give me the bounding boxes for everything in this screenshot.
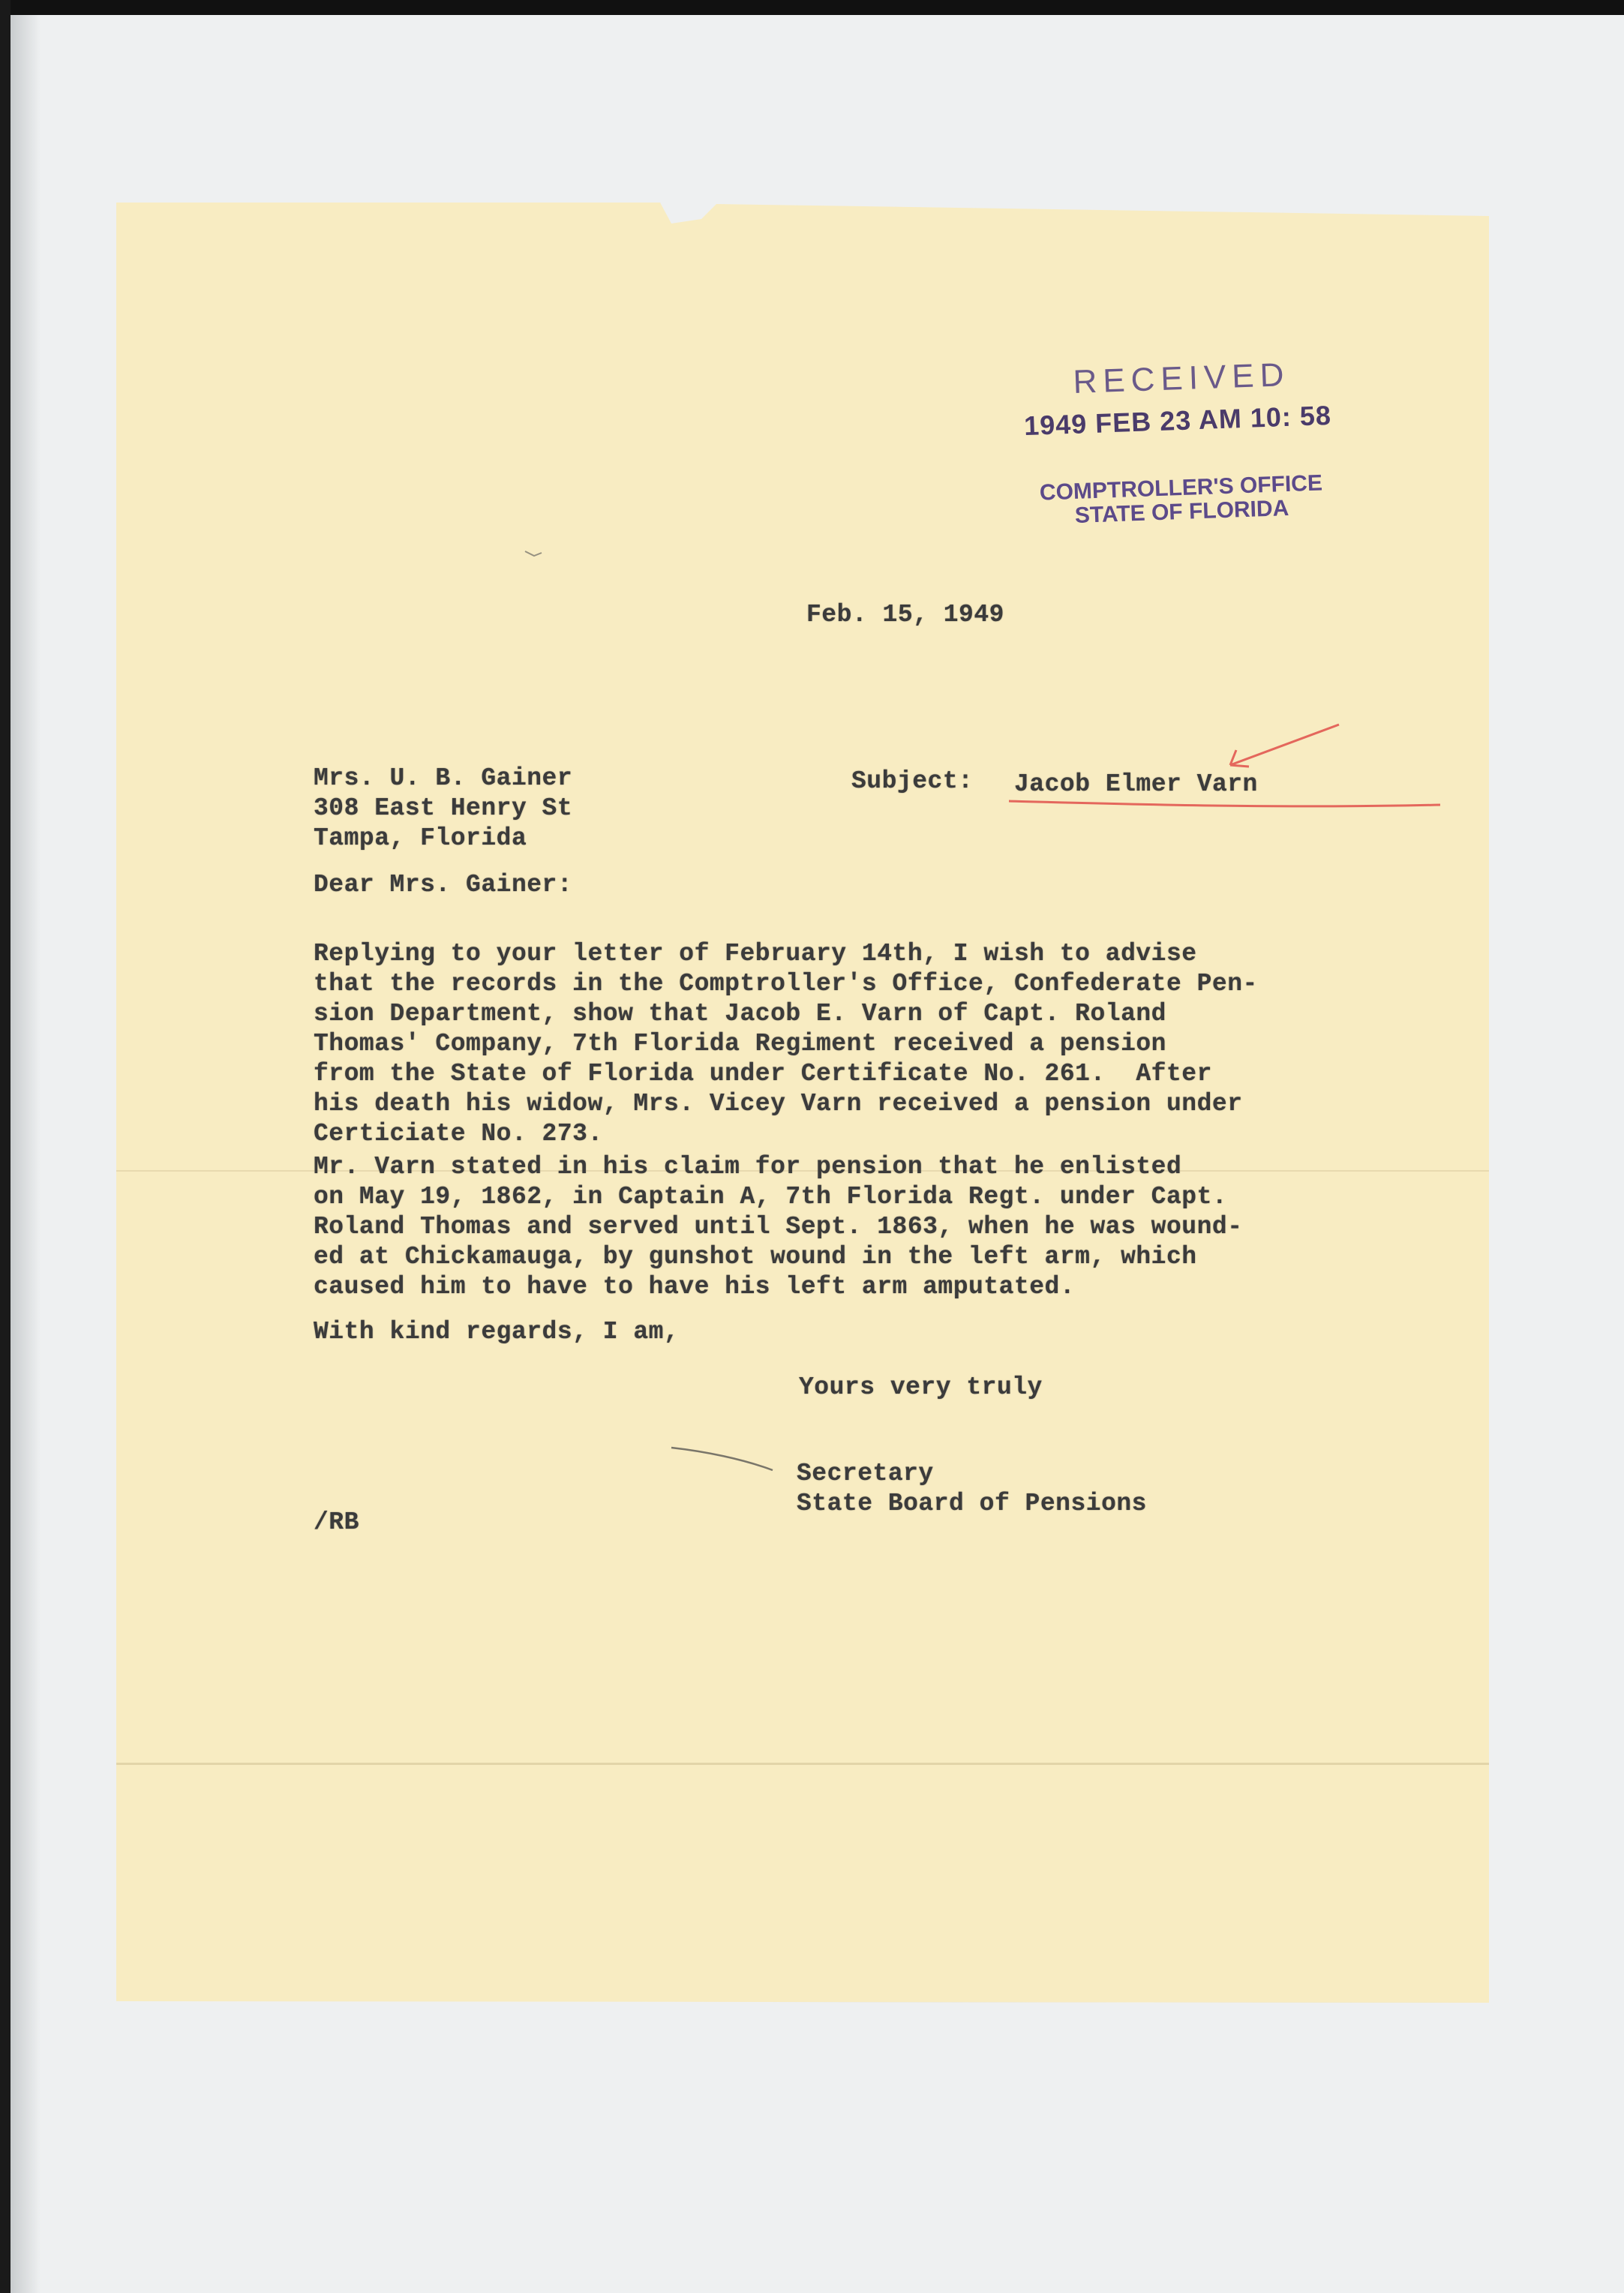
- typist-initials: /RB: [314, 1508, 359, 1536]
- closing: Yours very truly: [799, 1373, 1043, 1401]
- subject-label: Subject:: [851, 767, 974, 795]
- pencil-tick: [525, 551, 542, 556]
- recipient-address: Mrs. U. B. Gainer 308 East Henry St Tampa, Florida: [314, 764, 573, 852]
- subject-name: Jacob Elmer Varn: [1014, 770, 1258, 798]
- red-pencil-arrow: [1230, 725, 1339, 767]
- stamp-office-line2: STATE OF FLORIDA: [1074, 496, 1289, 528]
- stamp-office-line1: COMPTROLLER'S OFFICE: [1039, 470, 1323, 506]
- stamp-received-title: RECEIVED: [1072, 356, 1291, 401]
- body-paragraph-1: Replying to your letter of February 14th, I wish to advise that the records in the Comptroller's Office, Confederate Pen- sion Department, show that Jacob E. Varn of Capt. Roland Thomas' Company, 7th Florida Regiment received a pension from the State of Florida under Certificate No. 261. After his death his widow, Mrs. Vicey Varn received a pension under Certiciate No. 273.: [314, 940, 1258, 1148]
- signature-title: Secretary State Board of Pensions: [797, 1460, 1147, 1517]
- stamp-received-date: 1949 FEB 23 AM 10: 58: [1023, 399, 1332, 442]
- body-paragraph-2: Mr. Varn stated in his claim for pension that he enlisted on May 19, 1862, in Captain A, 7th Florida Regt. under Capt. Roland Thomas and served until Sept. 1863, when he was wound- ed at Chickamauga, by gunshot wound in the left arm, which caused him to have to have his left arm amputated.: [314, 1153, 1243, 1301]
- closing-phrase: With kind regards, I am,: [314, 1318, 680, 1346]
- pen-stroke: [671, 1448, 773, 1470]
- red-pencil-underline: [1009, 801, 1440, 806]
- letter-date: Feb. 15, 1949: [806, 601, 1004, 629]
- salutation: Dear Mrs. Gainer:: [314, 871, 573, 899]
